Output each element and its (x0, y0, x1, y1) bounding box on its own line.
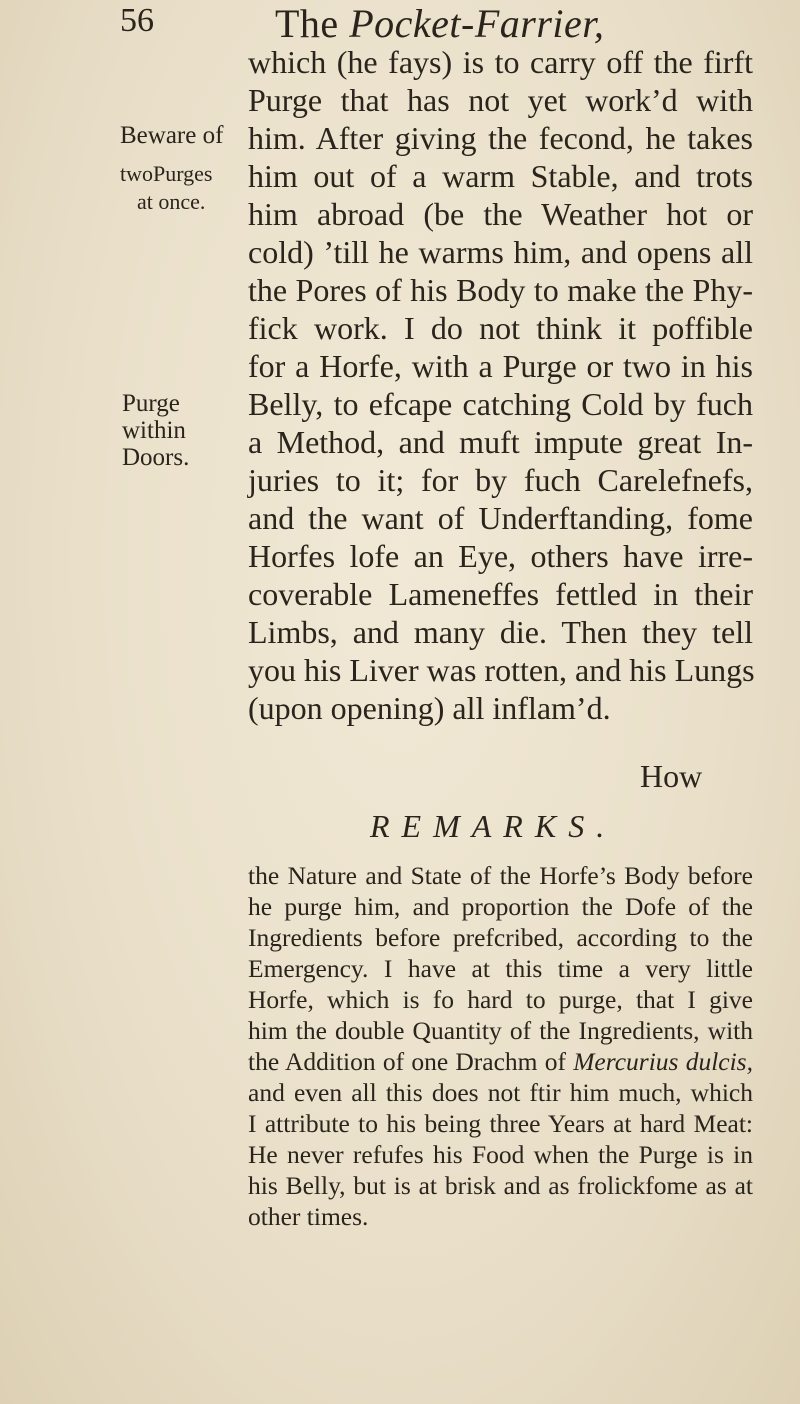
remarks-line (248, 1048, 753, 1076)
body-line: (upon opening) all inflam’d. (248, 690, 611, 726)
body-line: Purge that has not yet work’d with (248, 82, 753, 118)
body-line: which (he fays) is to carry off the firft (248, 44, 753, 80)
remarks-line-text: the Addition of one Drachm of (248, 1047, 574, 1076)
body-line: him. After giving the fecond, he takes (248, 120, 753, 156)
remarks-italic-term: Mercurius dulcis, (573, 1047, 753, 1076)
margin-note-line: Doors. (122, 444, 190, 471)
margin-note-line: at once. (137, 189, 206, 214)
remarks-line: I attribute to his being three Years at hard Meat: (248, 1109, 753, 1138)
body-line: juries to it; for by fuch Carelefnefs, (248, 462, 753, 498)
body-line: and the want of Underftanding, fome (248, 500, 753, 536)
remarks-line: he purge him, and proportion the Dofe of the (248, 892, 753, 921)
body-line: Horfes lofe an Eye, others have irre- (248, 538, 753, 574)
margin-note-line: twoPurges (120, 161, 213, 186)
catchword: How (640, 758, 703, 794)
page-header (0, 2, 800, 50)
margin-note-beware (120, 122, 223, 149)
body-line: him abroad (be the Weather hot or (248, 196, 753, 232)
remarks-line: Emergency. I have at this time a very little (248, 954, 753, 983)
remarks-line: He never refufes his Food when the Purge is in (248, 1140, 753, 1169)
body-line: him out of a warm Stable, and trots (248, 158, 753, 194)
body-line: you his Liver was rotten, and his Lungs (248, 652, 755, 688)
remarks-line: Horfe, which is fo hard to purge, that I give (248, 985, 753, 1014)
body-line: coverable Lameneffes fettled in their (248, 576, 753, 612)
body-line: the Pores of his Body to make the Phy- (248, 272, 753, 308)
margin-note-line: Beware of (120, 122, 224, 149)
remarks-line: his Belly, but is at brisk and as frolickfome as at (248, 1171, 753, 1200)
body-line: a Method, and muft impute great In- (248, 424, 753, 460)
margin-note-beware-3 (137, 188, 205, 215)
body-line: Limbs, and many die. Then they tell (248, 614, 753, 650)
remarks-line: and even all this does not ftir him much, which (248, 1078, 753, 1107)
running-title-part2: Pocket-Farrier, (349, 1, 605, 46)
running-title (275, 0, 604, 47)
remarks-line: the Nature and State of the Horfe’s Body before (248, 861, 753, 890)
remarks-heading: REMARKS. (370, 808, 617, 844)
remarks-line: other times. (248, 1202, 369, 1231)
margin-note-line: within (122, 417, 186, 444)
remarks-line: Ingredients before prefcribed, according to the (248, 923, 753, 952)
margin-note-line: Purge (122, 390, 180, 417)
body-line: cold) ’till he warms him, and opens all (248, 234, 753, 270)
remarks-line: him the double Quantity of the Ingredients, with (248, 1016, 753, 1045)
margin-note-beware-2 (120, 160, 213, 187)
body-line: Belly, to efcape catching Cold by fuch (248, 386, 753, 422)
running-title-part1: The (275, 1, 339, 46)
body-line: fick work. I do not think it poffible (248, 310, 753, 346)
margin-note-purge (122, 390, 189, 471)
page-number: 56 (120, 2, 154, 39)
body-line: for a Horfe, with a Purge or two in his (248, 348, 753, 384)
